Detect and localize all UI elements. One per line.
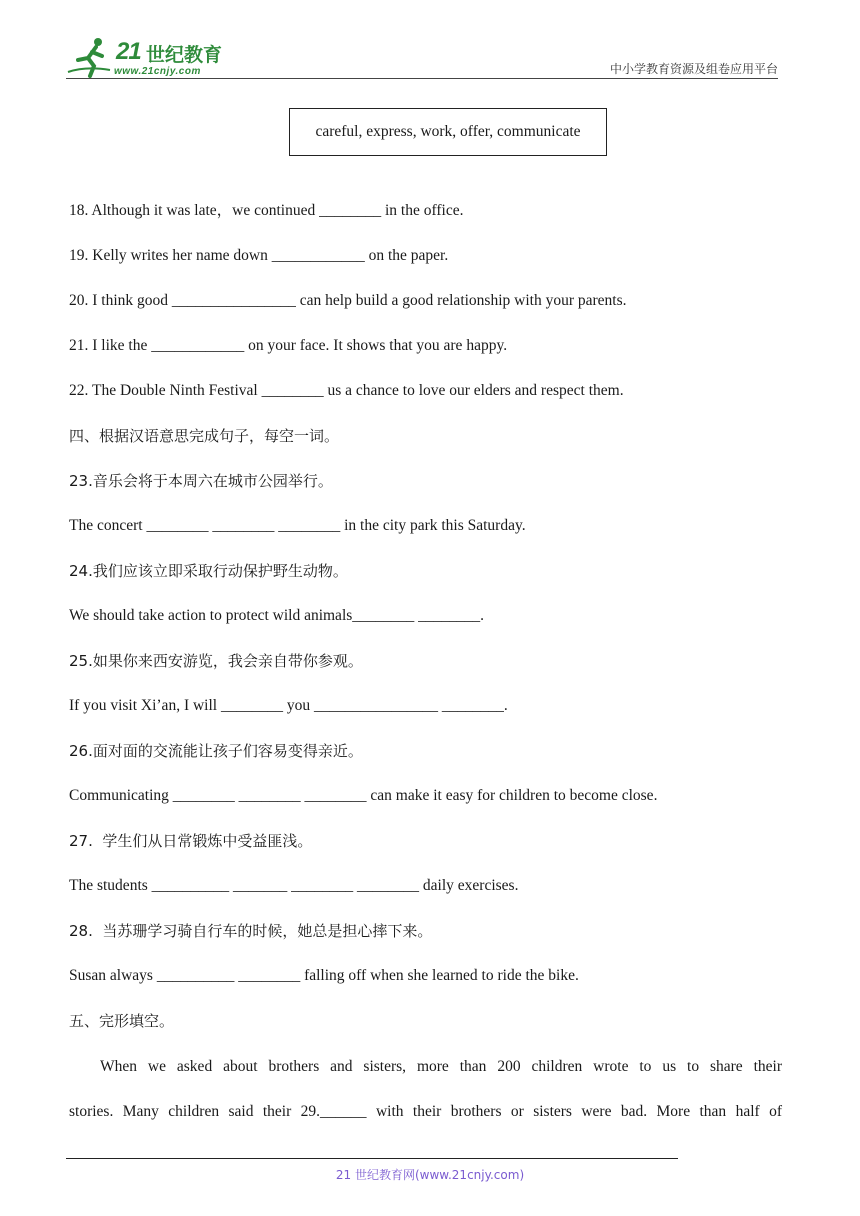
passage-line-1: When we asked about brothers and sisters, more than 200 children wrote to us to share their <box>100 1058 782 1075</box>
site-slogan: 中小学教育资源及组卷应用平台 <box>609 62 778 76</box>
passage-line-2: stories. Many children said their 29.______ with their brothers or sisters were bad. More than half of <box>69 1103 782 1120</box>
runner-icon <box>66 36 116 78</box>
logo-number: 21 <box>116 38 141 65</box>
question-19: 19. Kelly writes her name down ____________ on the paper. <box>69 247 449 264</box>
question-22: 22. The Double Ninth Festival ________ us a chance to love our elders and respect them. <box>69 382 624 399</box>
question-24-cn: 24.我们应该立即采取行动保护野生动物。 <box>69 562 348 580</box>
logo-url: www.21cnjy.com <box>114 66 201 77</box>
question-18: 18. Although it was late，we continued ________ in the office. <box>69 202 464 219</box>
question-27-en: The students __________ _______ ________ ________ daily exercises. <box>69 877 519 894</box>
question-20: 20. I think good ________________ can help build a good relationship with your parents. <box>69 292 627 309</box>
question-21: 21. I like the ____________ on your face. It shows that you are happy. <box>69 337 508 354</box>
question-26-cn: 26.面对面的交流能让孩子们容易变得亲近。 <box>69 742 363 760</box>
footer-text: 21 世纪教育网(www.21cnjy.com) <box>335 1168 525 1182</box>
question-26-en: Communicating ________ ________ ________ can make it easy for children to become close. <box>69 787 658 804</box>
question-23-cn: 23.音乐会将于本周六在城市公园举行。 <box>69 472 333 490</box>
site-logo <box>66 36 236 78</box>
header-divider <box>66 78 778 79</box>
question-28-cn: 28. 当苏珊学习骑自行车的时候，她总是担心摔下来。 <box>69 922 433 940</box>
question-25-en: If you visit Xi’an, I will ________ you ________________ ________. <box>69 697 508 714</box>
question-27-cn: 27. 学生们从日常锻炼中受益匪浅。 <box>69 832 313 850</box>
section-5-title: 五、完形填空。 <box>69 1012 175 1030</box>
word-bank-box: careful, express, work, offer, communicate <box>289 108 607 156</box>
question-23-en: The concert ________ ________ ________ in the city park this Saturday. <box>69 517 526 534</box>
question-24-en: We should take action to protect wild animals________ ________. <box>69 607 485 624</box>
section-4-title: 四、根据汉语意思完成句子，每空一词。 <box>69 427 340 445</box>
question-25-cn: 25.如果你来西安游览，我会亲自带你参观。 <box>69 652 363 670</box>
question-28-en: Susan always __________ ________ falling off when she learned to ride the bike. <box>69 967 579 984</box>
logo-title: 世纪教育 <box>146 44 223 66</box>
footer-divider <box>66 1158 678 1159</box>
